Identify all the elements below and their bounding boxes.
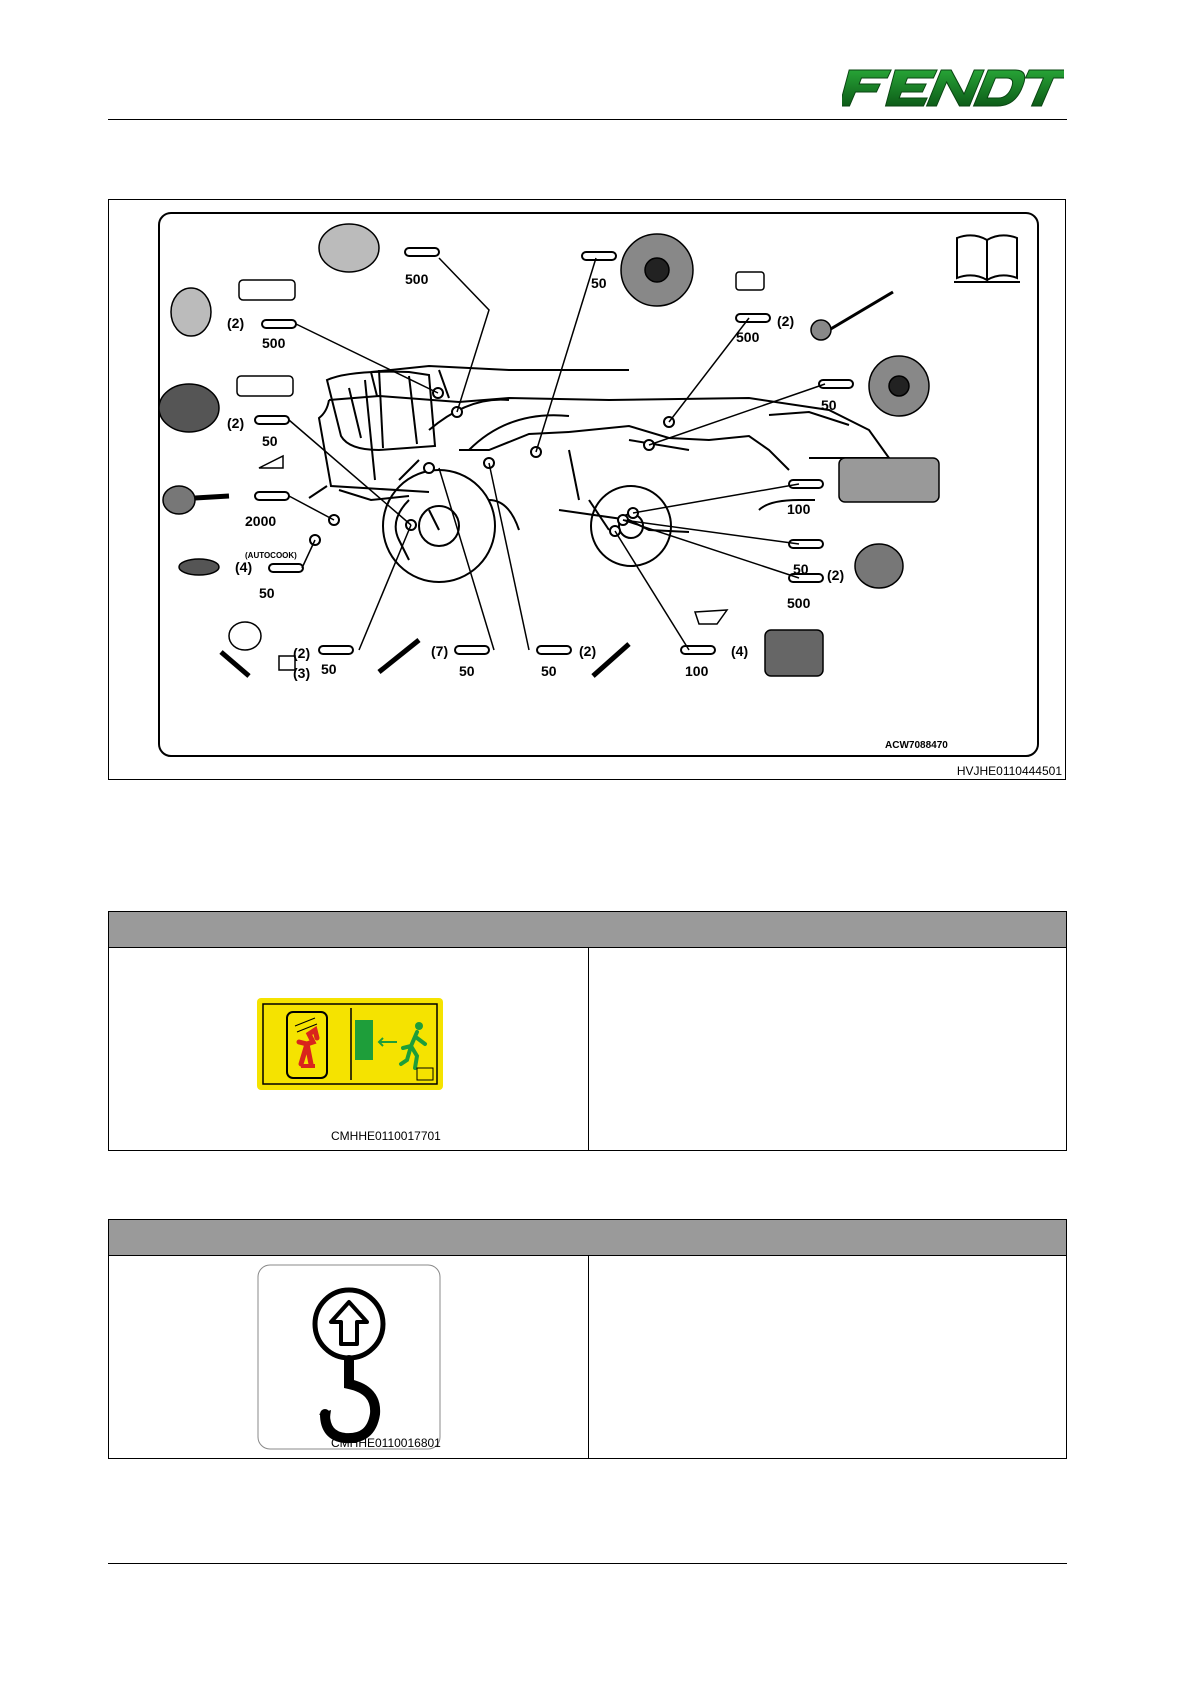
- callout-interval: 500: [405, 271, 429, 287]
- qty-label: (2): [293, 645, 311, 661]
- callout-interval: 500: [736, 329, 760, 345]
- callout-interval: 50: [259, 585, 275, 601]
- manual-book-icon: [954, 235, 1020, 282]
- column-divider: [588, 1256, 589, 1459]
- qty-label: (4): [235, 559, 253, 575]
- callout-interval: 500: [262, 335, 286, 351]
- table-header: [109, 1220, 1066, 1256]
- front-wheel: [383, 470, 495, 582]
- callout-interval: 50: [459, 663, 475, 679]
- image-id: CMHHE0110016801: [331, 1436, 441, 1450]
- decal-table-2: [108, 1219, 1067, 1459]
- cab-outline: [327, 370, 435, 450]
- table-body: [109, 1256, 1066, 1459]
- callout-interval: 50: [321, 661, 337, 677]
- callout-interval: 500: [787, 595, 811, 611]
- qty-label: (2): [827, 567, 845, 583]
- emergency-exit-decal: [257, 998, 443, 1090]
- grease-symbols: [255, 248, 853, 654]
- leader-lines: [289, 258, 825, 650]
- footer-rule: [108, 1563, 1067, 1564]
- combine-outline: [309, 366, 892, 560]
- callout-interval: 50: [541, 663, 557, 679]
- callout-interval: 50: [793, 561, 809, 577]
- callout-interval: 2000: [245, 513, 277, 529]
- figure-id: HVJHE0110444501: [956, 764, 1062, 778]
- lubrication-chart-drawing: [109, 200, 1067, 781]
- qty-label: (3): [293, 665, 311, 681]
- callout-interval: 100: [787, 501, 811, 517]
- column-divider: [588, 948, 589, 1151]
- image-id: CMHHE0110017701: [331, 1129, 441, 1143]
- component-sketches: [159, 224, 939, 676]
- lube-points: [310, 388, 674, 545]
- table-header: [109, 912, 1066, 948]
- rear-wheel: [591, 486, 671, 566]
- callout-interval: 50: [821, 397, 837, 413]
- callout-interval: 50: [262, 433, 278, 449]
- qty-label: (2): [227, 415, 245, 431]
- qty-label: (4): [731, 643, 749, 659]
- lifting-point-decal: [257, 1264, 441, 1450]
- fendt-logo: [842, 66, 1064, 110]
- callout-interval: 100: [685, 663, 709, 679]
- qty-label: (2): [777, 313, 795, 329]
- qty-label: (2): [579, 643, 597, 659]
- header-rule: [108, 119, 1067, 120]
- decal-table-1: [108, 911, 1067, 1151]
- table-body: [109, 948, 1066, 1151]
- qty-label: (7): [431, 643, 449, 659]
- callout-interval: 50: [591, 275, 607, 291]
- autocook-label: (AUTOCOOK): [245, 551, 297, 560]
- decal-code: ACW7088470: [885, 740, 948, 751]
- qty-label: (2): [227, 315, 245, 331]
- lubrication-diagram: [108, 199, 1066, 780]
